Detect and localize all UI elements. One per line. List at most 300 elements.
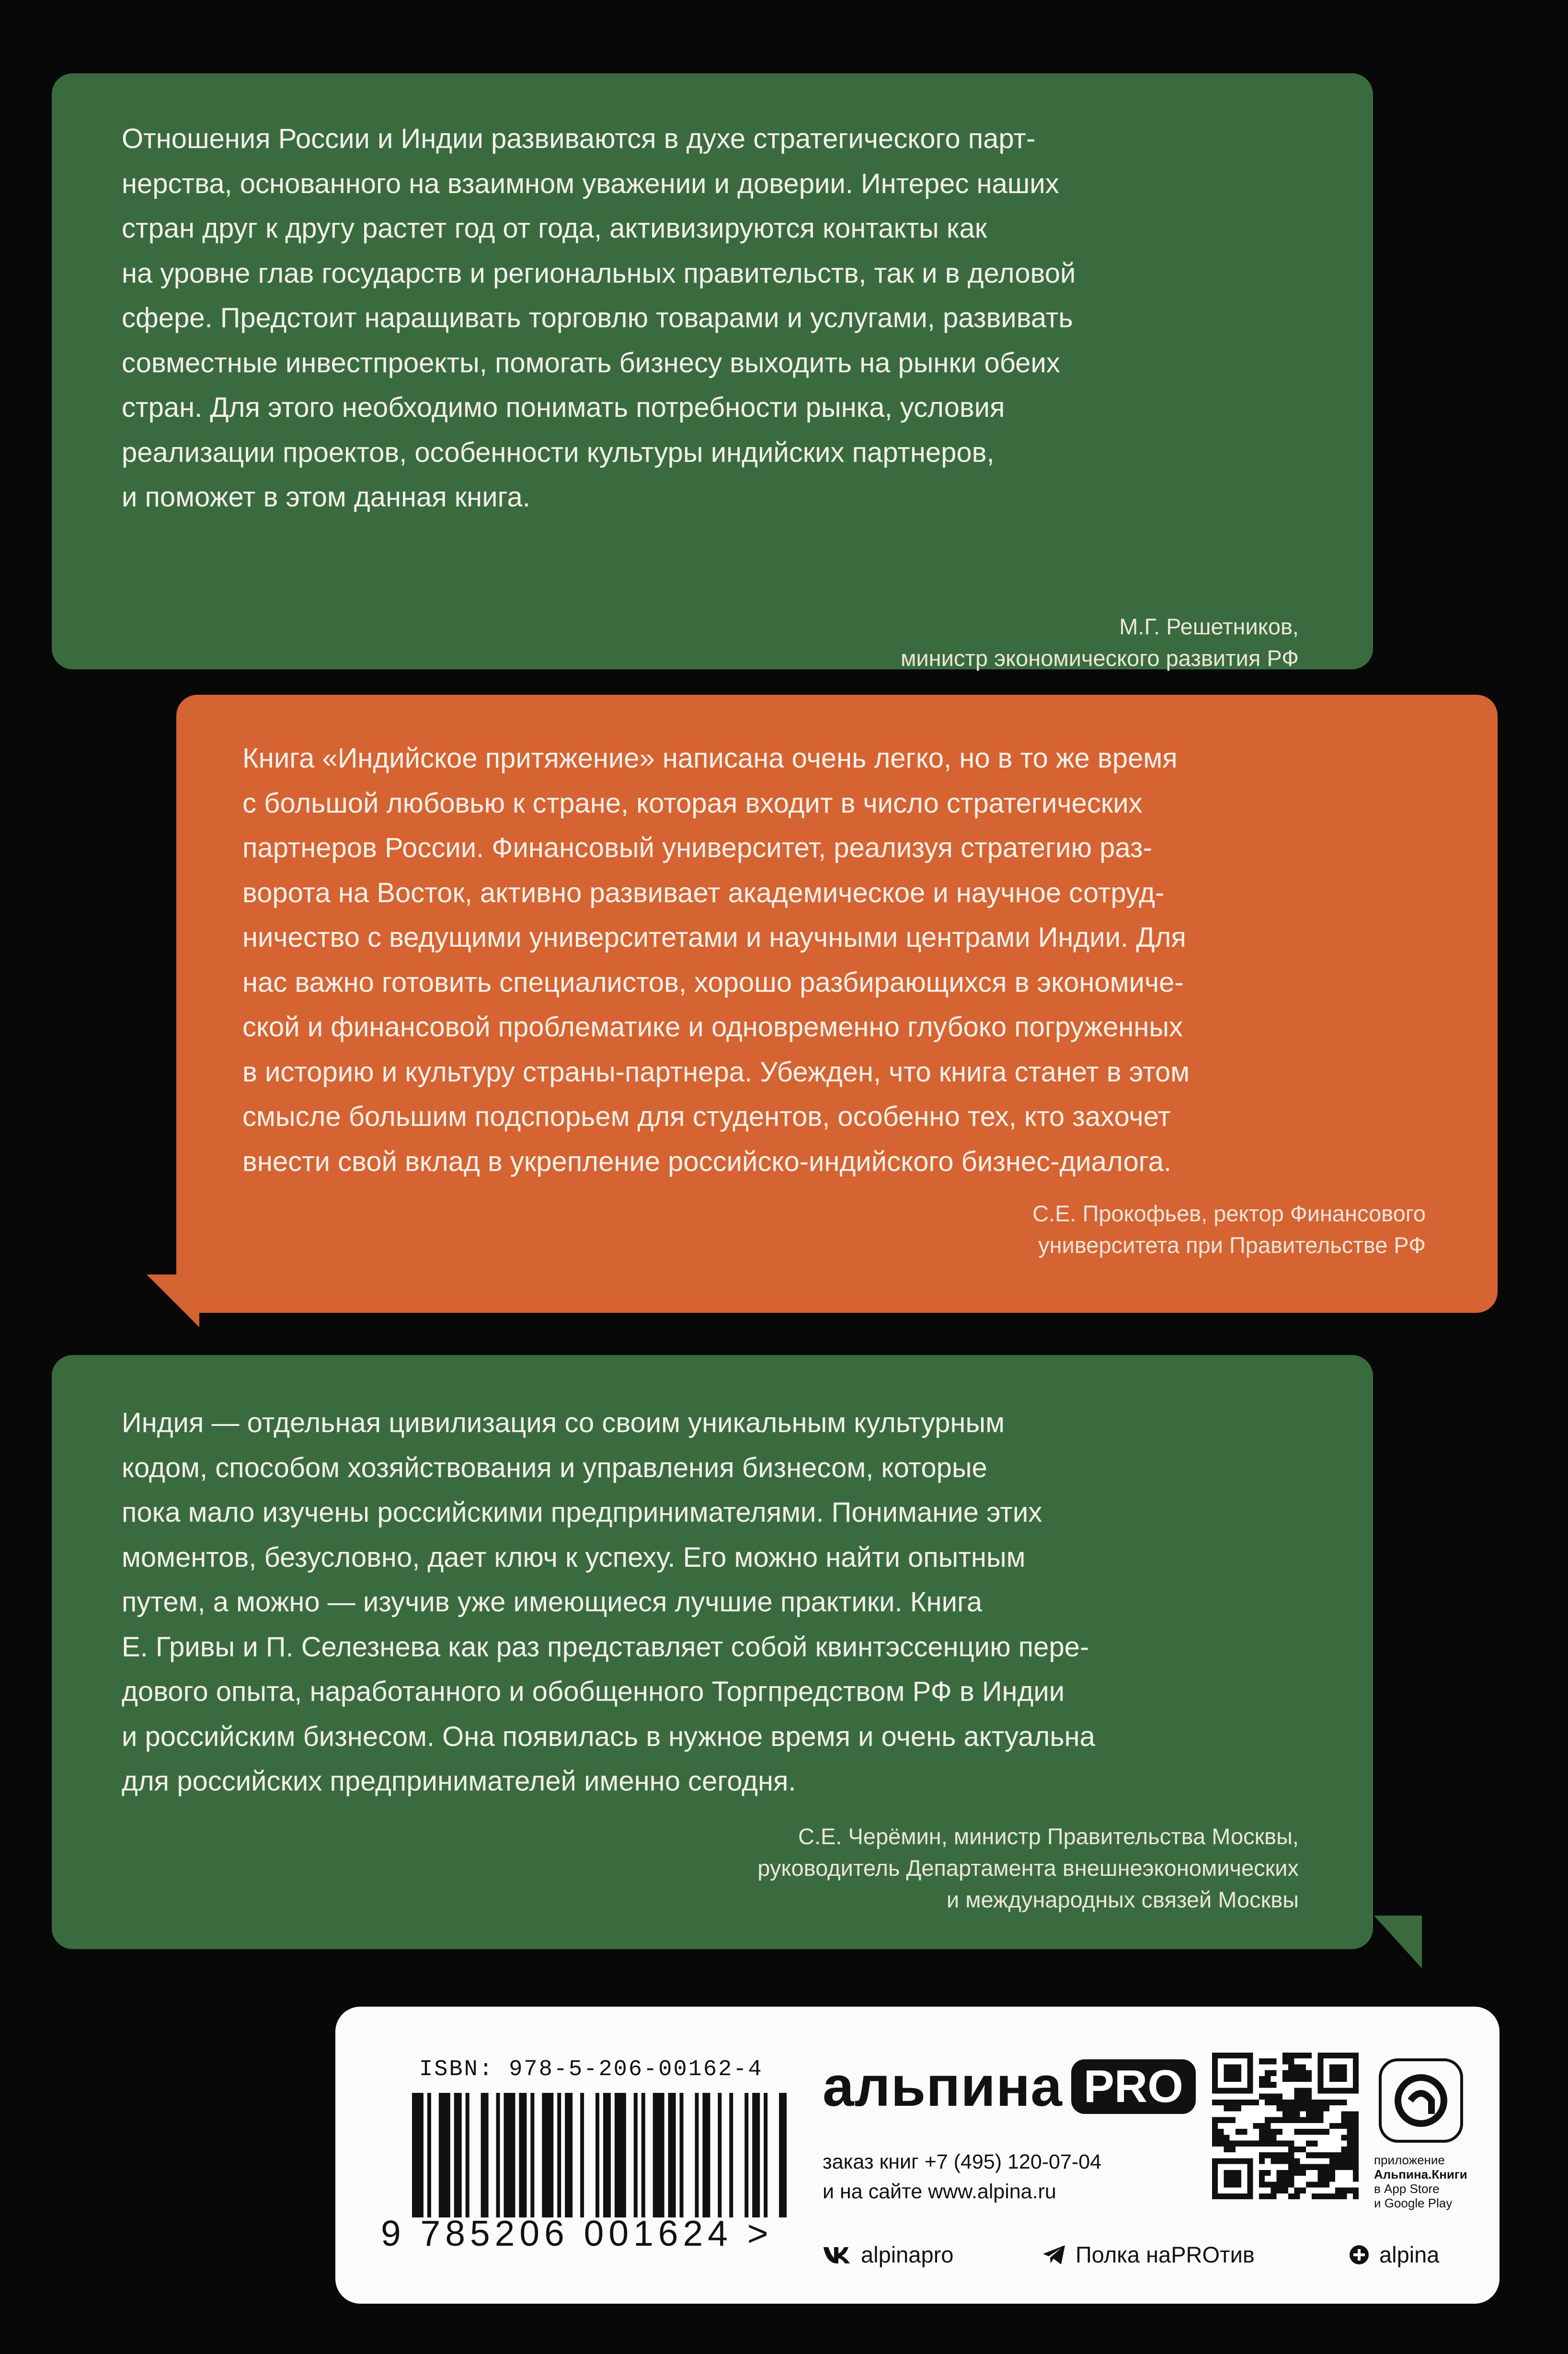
qr-module	[1294, 2158, 1300, 2164]
qr-module	[1212, 2141, 1218, 2147]
qr-module	[1270, 2082, 1276, 2088]
qr-module	[1218, 2141, 1224, 2147]
qr-module	[1259, 2076, 1265, 2082]
qr-module	[1294, 2070, 1300, 2076]
quote-bubble-prokofiev	[176, 695, 1498, 1313]
qr-module	[1353, 2164, 1359, 2170]
qr-module	[1288, 2064, 1294, 2070]
social-vk[interactable]	[823, 2241, 953, 2268]
qr-module	[1306, 2053, 1312, 2058]
quote-text: Индия — отдельная цивилизация со своим уникальным культурным кодом, способом хозяйствования и управления бизнесом, которые пока мало изучены российскими предпринимателями. Понимание этих моментов, безусловно, дает ключ к успеху. Его можно найти опытным путем, а можно — изучив уже имеющиеся лучшие практики. Книга Е. Гривы и П. Селезнева как раз представляет собой квинтэссенцию пере- дового опыта, наработанного и обобщенного Торгпредством РФ в Индии и российским бизнесом. Она появилась в нужное время и очень актуальна для российских предпринимателей именно сегодня.	[122, 1407, 1095, 1797]
qr-module	[1335, 2188, 1341, 2193]
quote-attribution: С.Е. Прокофьев, ректор Финансового университета при Правительстве РФ	[1032, 1201, 1426, 1258]
qr-module	[1230, 2100, 1236, 2105]
qr-module	[1300, 2129, 1306, 2135]
qr-module	[1265, 2135, 1270, 2140]
qr-module	[1265, 2100, 1270, 2105]
qr-module	[1300, 2088, 1306, 2093]
qr-module	[1259, 2176, 1265, 2182]
order-website: и на сайте www.alpina.ru	[823, 2180, 1056, 2203]
qr-module	[1294, 2100, 1300, 2105]
qr-module	[1353, 2170, 1359, 2176]
qr-module	[1300, 2147, 1306, 2152]
qr-module	[1317, 2129, 1323, 2135]
qr-module	[1270, 2129, 1276, 2135]
bubble-tail	[1374, 1916, 1422, 1968]
barcode-bar	[702, 2093, 710, 2217]
qr-module	[1312, 2129, 1317, 2135]
barcode-bar	[557, 2093, 561, 2217]
qr-module	[1294, 2193, 1300, 2199]
qr-module	[1324, 2105, 1329, 2111]
barcode-bar	[466, 2093, 469, 2217]
qr-module	[1353, 2147, 1359, 2152]
barcode-bar	[653, 2093, 664, 2217]
qr-module	[1324, 2170, 1329, 2176]
quote-attribution: С.Е. Черёмин, министр Правительства Москвы, руководитель Департамента внешнеэкономических и международных связей Москвы	[757, 1824, 1299, 1912]
qr-module	[1347, 2117, 1353, 2123]
qr-module	[1270, 2094, 1276, 2100]
qr-module	[1300, 2094, 1306, 2100]
qr-module	[1306, 2088, 1312, 2093]
qr-module	[1270, 2193, 1276, 2199]
qr-module	[1312, 2111, 1317, 2117]
qr-module	[1253, 2123, 1259, 2129]
qr-module	[1212, 2117, 1218, 2123]
barcode-bar	[580, 2093, 584, 2217]
qr-module	[1277, 2176, 1282, 2182]
qr-module	[1312, 2141, 1317, 2147]
qr-module	[1265, 2141, 1270, 2147]
qr-module	[1353, 2193, 1359, 2199]
qr-module	[1259, 2170, 1265, 2176]
qr-module	[1347, 2129, 1353, 2135]
qr-module	[1288, 2170, 1294, 2176]
qr-module	[1224, 2147, 1229, 2152]
qr-module	[1212, 2100, 1218, 2105]
qr-module	[1324, 2100, 1329, 2105]
qr-module	[1306, 2105, 1312, 2111]
qr-module	[1253, 2141, 1259, 2147]
qr-module	[1288, 2058, 1294, 2064]
qr-module	[1288, 2117, 1294, 2123]
qr-module	[1306, 2076, 1312, 2082]
qr-module	[1324, 2152, 1329, 2158]
qr-module	[1218, 2117, 1224, 2123]
qr-module	[1277, 2152, 1282, 2158]
bubble-tail	[147, 1275, 199, 1327]
vk-icon	[823, 2245, 851, 2264]
qr-module	[1347, 2141, 1353, 2147]
qr-module	[1282, 2058, 1288, 2064]
qr-module	[1353, 2129, 1359, 2135]
qr-module	[1270, 2158, 1276, 2164]
barcode-bar	[695, 2093, 699, 2217]
qr-module	[1324, 2176, 1329, 2182]
barcode-bar	[779, 2093, 787, 2217]
qr-module	[1306, 2117, 1312, 2123]
qr-module	[1265, 2129, 1270, 2135]
publisher-logo	[823, 2053, 1196, 2120]
qr-module	[1282, 2100, 1288, 2105]
qr-module	[1341, 2158, 1347, 2164]
qr-module	[1282, 2070, 1288, 2076]
qr-module	[1300, 2105, 1306, 2111]
quote-attribution: М.Г. Решетников, министр экономического развития РФ	[901, 614, 1299, 671]
qr-module	[1265, 2123, 1270, 2129]
qr-module	[1341, 2111, 1347, 2117]
barcode-bar	[615, 2093, 626, 2217]
qr-module	[1288, 2141, 1294, 2147]
qr-module	[1282, 2076, 1288, 2082]
qr-module	[1294, 2117, 1300, 2123]
qr-module	[1236, 2141, 1241, 2147]
qr-module	[1317, 2182, 1323, 2187]
qr-module	[1259, 2158, 1265, 2164]
qr-module	[1317, 2176, 1323, 2182]
qr-module	[1288, 2076, 1294, 2082]
qr-module	[1288, 2158, 1294, 2164]
qr-module	[1317, 2170, 1323, 2176]
qr-module	[1282, 2176, 1288, 2182]
alpina-handle: alpina	[1379, 2242, 1440, 2267]
qr-module	[1312, 2117, 1317, 2123]
qr-module	[1265, 2117, 1270, 2123]
qr-module	[1329, 2170, 1335, 2176]
qr-module	[1259, 2094, 1265, 2100]
qr-module	[1236, 2129, 1241, 2135]
qr-module	[1282, 2111, 1288, 2117]
qr-module	[1288, 2100, 1294, 2105]
qr-module	[1317, 2193, 1323, 2199]
telegram-handle: Полка наPROтив	[1076, 2242, 1255, 2267]
qr-module	[1277, 2188, 1282, 2193]
app-note-line1: приложение	[1374, 2153, 1445, 2167]
qr-module	[1341, 2164, 1347, 2170]
qr-module	[1347, 2152, 1353, 2158]
qr-module	[1347, 2164, 1353, 2170]
qr-module	[1317, 2152, 1323, 2158]
qr-module	[1270, 2152, 1276, 2158]
app-store-note	[1374, 2153, 1467, 2210]
qr-module	[1335, 2100, 1341, 2105]
qr-module	[1282, 2170, 1288, 2176]
qr-module	[1300, 2053, 1306, 2058]
qr-module	[1270, 2117, 1276, 2123]
qr-module	[1270, 2135, 1276, 2140]
qr-module	[1265, 2070, 1270, 2076]
qr-module	[1317, 2164, 1323, 2170]
qr-module	[1347, 2123, 1353, 2129]
qr-module	[1353, 2111, 1359, 2117]
qr-module	[1265, 2170, 1270, 2176]
qr-module	[1300, 2070, 1306, 2076]
qr-module	[1306, 2094, 1312, 2100]
qr-module	[1353, 2123, 1359, 2129]
qr-module	[1282, 2158, 1288, 2164]
qr-module	[1230, 2141, 1236, 2147]
qr-module	[1353, 2141, 1359, 2147]
qr-module	[1247, 2141, 1253, 2147]
qr-module	[1265, 2193, 1270, 2199]
qr-module	[1288, 2176, 1294, 2182]
qr-module	[1294, 2076, 1300, 2082]
qr-module	[1270, 2058, 1276, 2064]
qr-module	[1230, 2117, 1236, 2123]
quote-text: Отношения России и Индии развиваются в духе стратегического парт- нерства, основанного на взаимном уважении и доверии. Интерес наших стран друг к другу растет год от года, активизируются контакты как на уровне глав государств и региональных правительств, так и в деловой сфере. Предстоит наращивать торговлю товарами и услугами, развивать совместные инвестпроекты, помогать бизнесу выходить на рынки обеих стран. Для этого необходимо понимать потребности рынка, условия реализации проектов, особенности культуры индийских партнеров, и поможет в этом данная книга.	[122, 123, 1076, 513]
barcode-bar	[764, 2093, 767, 2217]
qr-module	[1265, 2152, 1270, 2158]
qr-module	[1288, 2152, 1294, 2158]
qr-module	[1288, 2111, 1294, 2117]
barcode-bar	[668, 2093, 676, 2217]
qr-module	[1259, 2135, 1265, 2140]
qr-module	[1294, 2129, 1300, 2135]
qr-module	[1353, 2176, 1359, 2182]
qr-module	[1218, 2100, 1224, 2105]
qr-module	[1277, 2129, 1282, 2135]
qr-module	[1335, 2164, 1341, 2170]
telegram-icon	[1042, 2244, 1066, 2265]
qr-module	[1306, 2182, 1312, 2187]
barcode-bar	[542, 2093, 553, 2217]
barcode-bar	[427, 2093, 431, 2217]
qr-code-icon[interactable]	[1212, 2053, 1359, 2199]
qr-module	[1277, 2105, 1282, 2111]
barcode-bar	[718, 2093, 721, 2217]
qr-module	[1270, 2070, 1276, 2076]
qr-module	[1277, 2170, 1282, 2176]
qr-module	[1329, 2176, 1335, 2182]
qr-module	[1288, 2193, 1294, 2199]
qr-module	[1294, 2188, 1300, 2193]
qr-module	[1300, 2100, 1306, 2105]
barcode-bar	[603, 2093, 611, 2217]
logo-word: альпина	[823, 2055, 1063, 2118]
barcode-bar	[680, 2093, 684, 2217]
qr-module	[1282, 2053, 1288, 2058]
qr-module	[1341, 2123, 1347, 2129]
qr-module	[1353, 2152, 1359, 2158]
social-alpina[interactable]	[1349, 2241, 1439, 2268]
barcode-bar	[412, 2093, 423, 2217]
qr-module	[1306, 2111, 1312, 2117]
qr-module	[1312, 2193, 1317, 2199]
barcode-bar	[641, 2093, 645, 2217]
quote-bubble-reshetnikov	[52, 73, 1373, 669]
qr-module	[1347, 2158, 1353, 2164]
qr-module	[1265, 2182, 1270, 2187]
qr-module	[1300, 2076, 1306, 2082]
qr-module	[1259, 2193, 1265, 2199]
qr-module	[1312, 2105, 1317, 2111]
qr-module	[1341, 2188, 1347, 2193]
qr-module	[1294, 2088, 1300, 2093]
qr-module	[1282, 2188, 1288, 2193]
isbn-label: ISBN: 978-5-206-00162-4	[419, 2057, 763, 2082]
qr-module	[1224, 2105, 1229, 2111]
qr-module	[1341, 2147, 1347, 2152]
qr-module	[1341, 2193, 1347, 2199]
qr-module	[1312, 2164, 1317, 2170]
qr-module	[1241, 2129, 1247, 2135]
qr-module	[1282, 2117, 1288, 2123]
qr-module	[1324, 2193, 1329, 2199]
alpina-circle-icon	[1349, 2244, 1370, 2265]
barcode-bar	[481, 2093, 489, 2217]
barcode-bar	[634, 2093, 638, 2217]
qr-module	[1288, 2147, 1294, 2152]
qr-module	[1300, 2064, 1306, 2070]
qr-module	[1259, 2141, 1265, 2147]
quote-bubble-cheremin	[52, 1355, 1373, 1949]
qr-module	[1224, 2170, 1241, 2188]
qr-module	[1300, 2170, 1306, 2176]
qr-module	[1329, 2123, 1335, 2129]
qr-module	[1288, 2182, 1294, 2187]
qr-module	[1224, 2100, 1229, 2105]
barcode-bar	[504, 2093, 515, 2217]
qr-module	[1265, 2094, 1270, 2100]
barcode-bar	[439, 2093, 450, 2217]
qr-module	[1317, 2117, 1323, 2123]
barcode-bar	[530, 2093, 534, 2217]
qr-module	[1241, 2100, 1247, 2105]
qr-module	[1324, 2182, 1329, 2187]
qr-module	[1335, 2123, 1341, 2129]
barcode	[412, 2093, 790, 2217]
qr-module	[1329, 2152, 1335, 2158]
qr-module	[1247, 2100, 1253, 2105]
qr-module	[1324, 2164, 1329, 2170]
qr-module	[1294, 2105, 1300, 2111]
qr-module	[1277, 2094, 1282, 2100]
qr-module	[1270, 2141, 1276, 2147]
qr-module	[1312, 2182, 1317, 2187]
qr-module	[1300, 2188, 1306, 2193]
qr-module	[1288, 2070, 1294, 2076]
qr-module	[1306, 2141, 1312, 2147]
barcode-bar	[496, 2093, 500, 2217]
qr-module	[1294, 2111, 1300, 2117]
qr-module	[1259, 2129, 1265, 2135]
qr-module	[1341, 2117, 1347, 2123]
qr-module	[1270, 2188, 1276, 2193]
qr-module	[1224, 2064, 1241, 2082]
qr-module	[1241, 2141, 1247, 2147]
qr-module	[1259, 2082, 1265, 2088]
qr-module	[1294, 2164, 1300, 2170]
qr-module	[1341, 2135, 1347, 2140]
app-note-name: Альпина.Книги	[1374, 2167, 1467, 2182]
qr-module	[1288, 2105, 1294, 2111]
qr-module	[1300, 2117, 1306, 2123]
qr-module	[1353, 2117, 1359, 2123]
qr-module	[1347, 2188, 1353, 2193]
qr-module	[1300, 2164, 1306, 2170]
qr-module	[1347, 2111, 1353, 2117]
qr-module	[1353, 2188, 1359, 2193]
qr-module	[1306, 2070, 1312, 2076]
qr-module	[1265, 2058, 1270, 2064]
qr-module	[1270, 2100, 1276, 2105]
qr-module	[1329, 2100, 1335, 2105]
qr-module	[1236, 2105, 1241, 2111]
qr-module	[1288, 2164, 1294, 2170]
logo-pro-badge: PRO	[1071, 2059, 1196, 2114]
qr-module	[1230, 2147, 1236, 2152]
qr-module	[1218, 2129, 1224, 2135]
barcode-bar	[752, 2093, 760, 2217]
qr-module	[1212, 2123, 1218, 2129]
qr-module	[1282, 2105, 1288, 2111]
qr-module	[1270, 2182, 1276, 2187]
barcode-digits: 9 785206 001624 >	[381, 2213, 773, 2253]
qr-module	[1353, 2135, 1359, 2140]
qr-module	[1341, 2152, 1347, 2158]
qr-module	[1224, 2117, 1229, 2123]
qr-module	[1312, 2152, 1317, 2158]
qr-module	[1224, 2141, 1229, 2147]
qr-module	[1294, 2053, 1300, 2058]
qr-module	[1288, 2053, 1294, 2058]
qr-module	[1277, 2182, 1282, 2187]
qr-module	[1329, 2164, 1335, 2170]
qr-module	[1277, 2141, 1282, 2147]
qr-module	[1335, 2158, 1341, 2164]
social-telegram[interactable]	[1042, 2241, 1255, 2268]
qr-module	[1317, 2100, 1323, 2105]
barcode-bar	[565, 2093, 572, 2217]
qr-module	[1306, 2100, 1312, 2105]
vk-handle: alpinapro	[861, 2242, 954, 2267]
qr-module	[1277, 2158, 1282, 2164]
qr-module	[1259, 2058, 1265, 2064]
qr-module	[1312, 2100, 1317, 2105]
qr-module	[1294, 2147, 1300, 2152]
qr-module	[1294, 2094, 1300, 2100]
qr-module	[1317, 2105, 1323, 2111]
qr-module	[1347, 2135, 1353, 2140]
barcode-bar	[454, 2093, 462, 2217]
barcode-bar	[744, 2093, 748, 2217]
alpina-app-icon[interactable]	[1379, 2058, 1463, 2143]
app-note-stores: в App Store и Google Play	[1374, 2182, 1453, 2210]
barcode-bar	[519, 2093, 526, 2217]
qr-module	[1282, 2152, 1288, 2158]
quote-text: Книга «Индийское притяжение» написана очень легко, но в то же время с большой любовью к стране, которая входит в число стратегических партнеров России. Финансовый университет, реализуя стратегию раз- ворота на Восток, активно развивает академическое и научное сотруд- ничество с ведущими университетами и научными центрами Индии. Для нас важно готовить специалистов, хорошо разбирающихся в экономиче- ской и финансовой проблематике и одновременно глубоко погруженных в историю и культуру страны-партнера. Убежден, что книга станет в этом смысле большим подспорьем для студентов, особенно тех, кто захочет внести свой вклад в укрепление российско-индийского бизнес-диалога.	[242, 743, 1190, 1177]
qr-module	[1265, 2076, 1270, 2082]
qr-module	[1335, 2152, 1341, 2158]
qr-module	[1294, 2064, 1300, 2070]
qr-module	[1277, 2100, 1282, 2105]
qr-module	[1329, 2064, 1347, 2082]
qr-module	[1265, 2082, 1270, 2088]
qr-module	[1212, 2129, 1218, 2135]
qr-module	[1212, 2135, 1218, 2140]
qr-module	[1347, 2147, 1353, 2152]
barcode-bar	[729, 2093, 733, 2217]
qr-module	[1282, 2182, 1288, 2187]
qr-module	[1236, 2100, 1241, 2105]
qr-module	[1306, 2152, 1312, 2158]
qr-module	[1253, 2100, 1259, 2105]
qr-module	[1335, 2193, 1341, 2199]
qr-module	[1317, 2111, 1323, 2117]
publisher-info-panel	[335, 2007, 1499, 2304]
qr-module	[1329, 2158, 1335, 2164]
qr-module	[1294, 2170, 1300, 2176]
